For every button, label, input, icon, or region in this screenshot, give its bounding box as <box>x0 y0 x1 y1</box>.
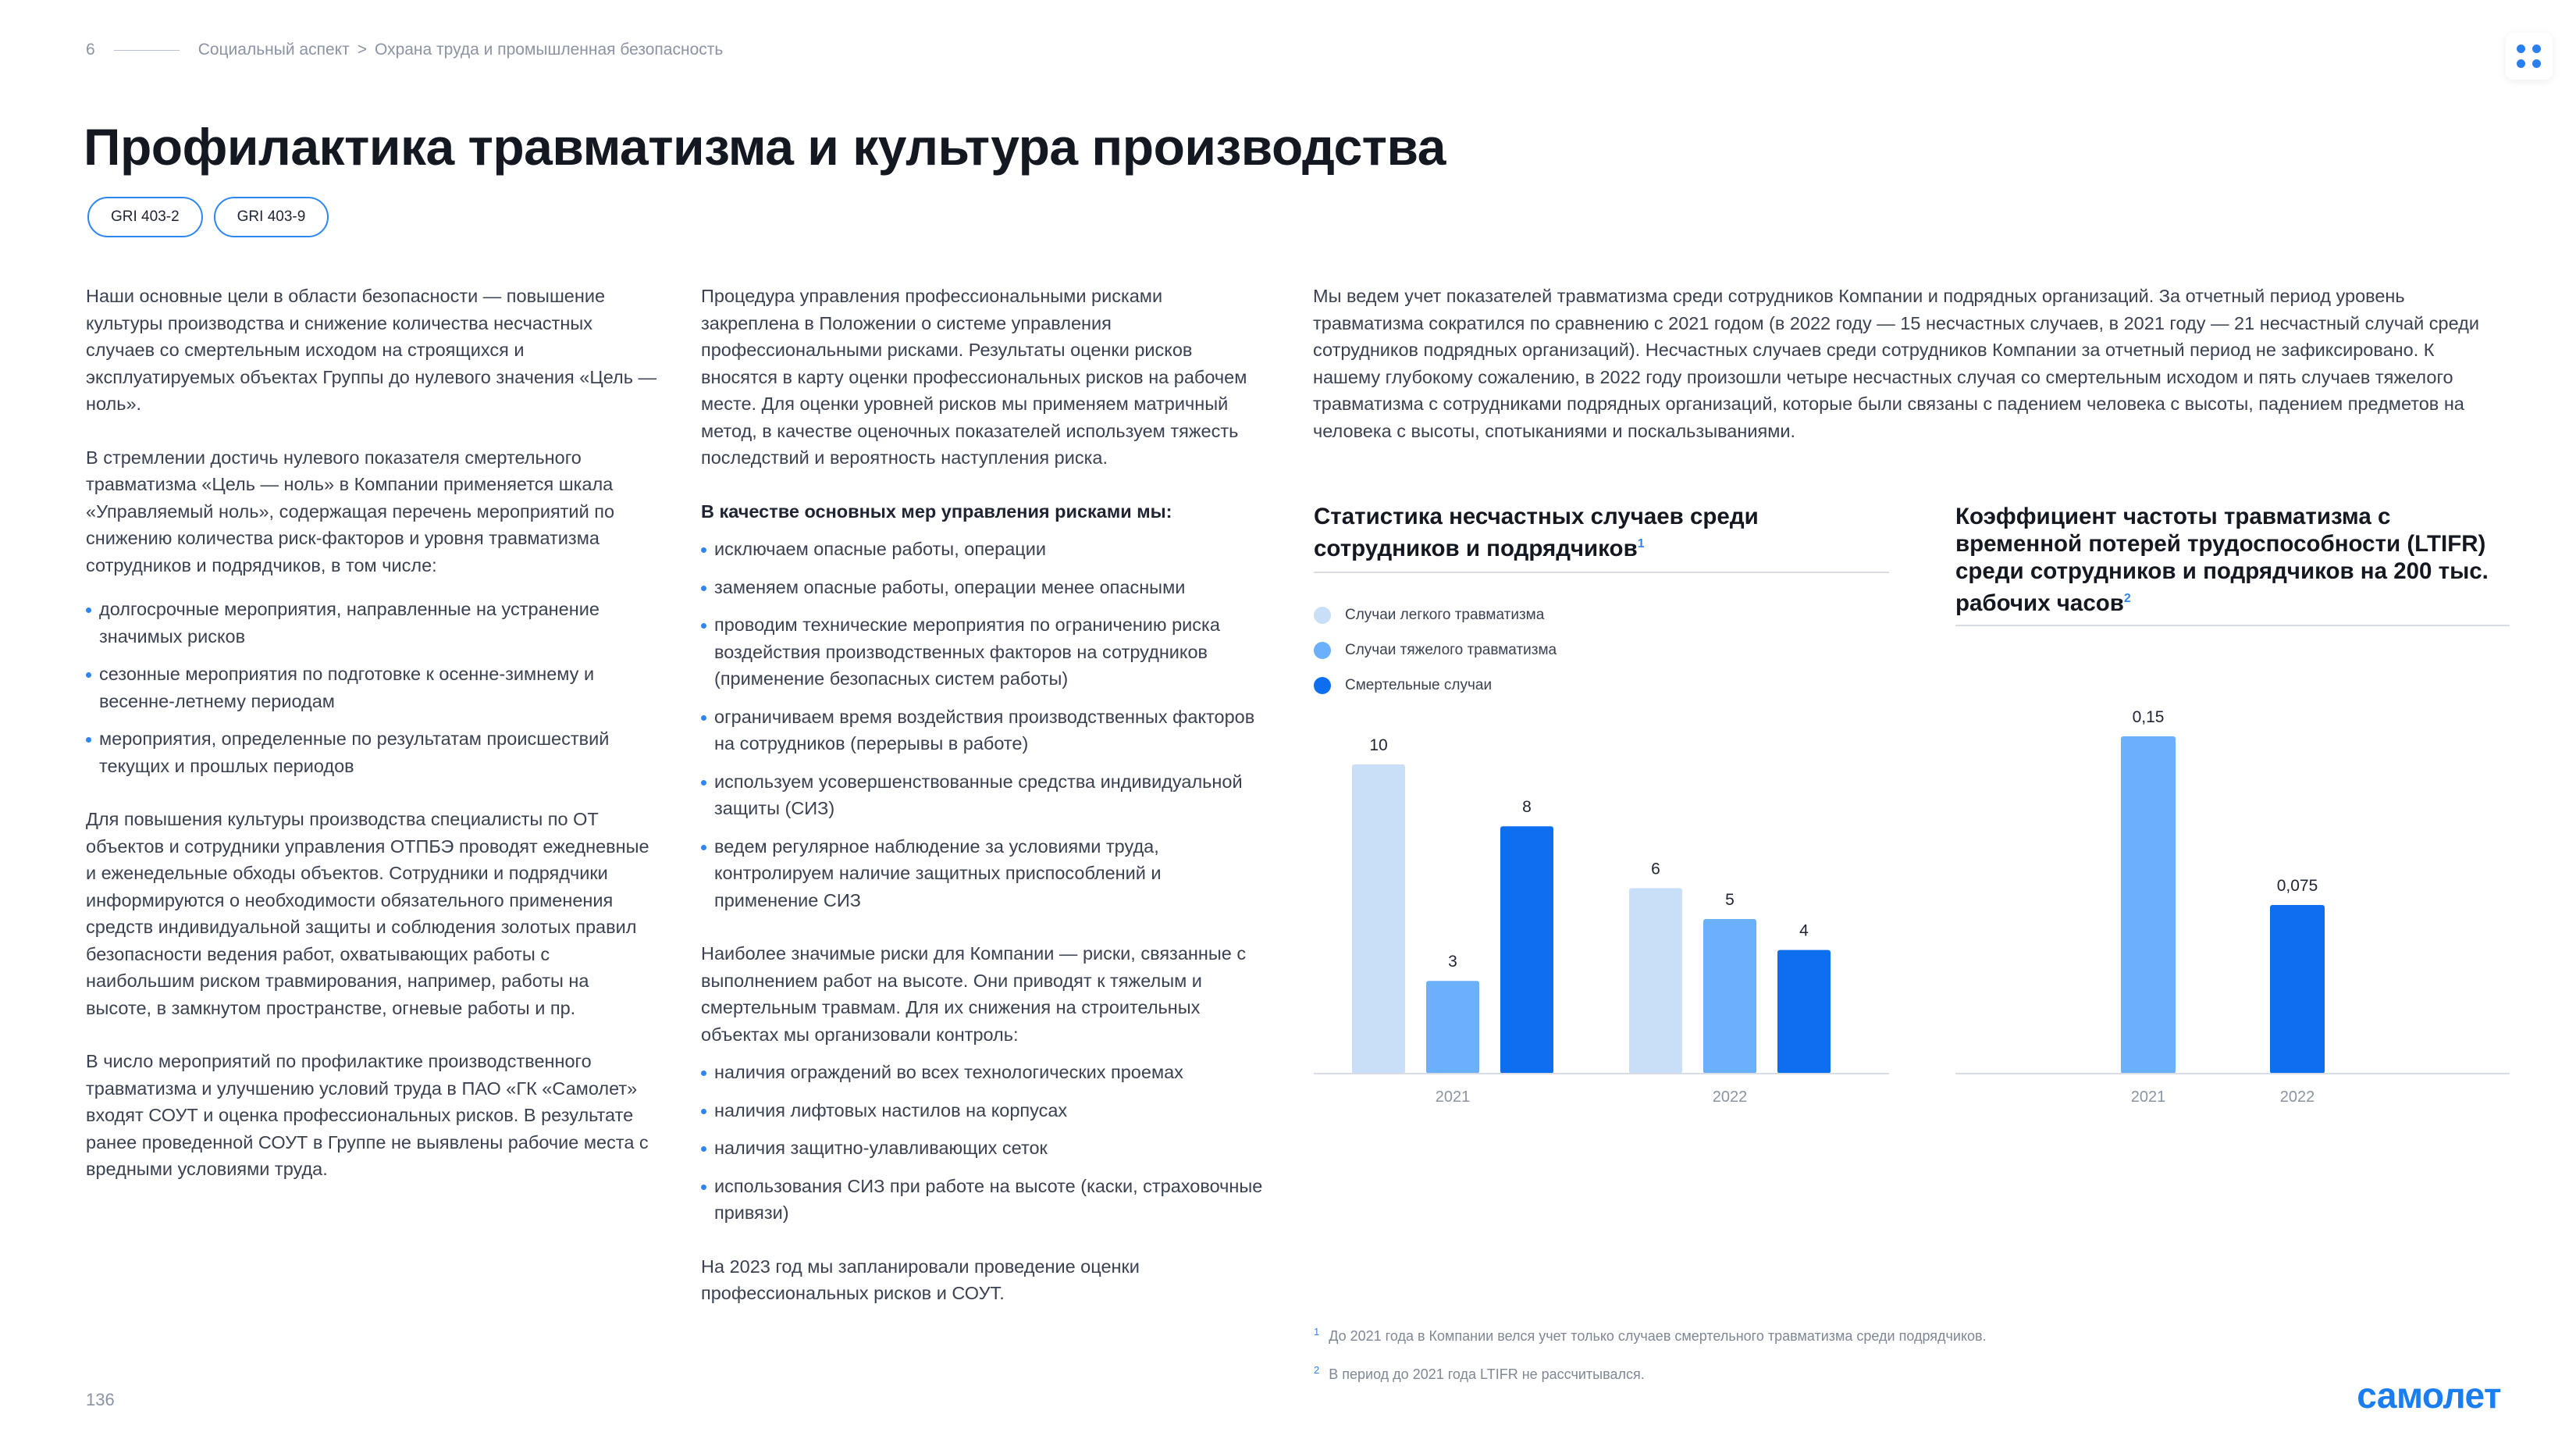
bullet-list <box>86 596 660 779</box>
legend-item <box>1314 597 1557 632</box>
list-item: использования СИЗ при работе на высоте (каски, страховочные привязи) <box>701 1173 1263 1227</box>
page-title: Профилактика травматизма и культура производства <box>84 118 1446 176</box>
paragraph: Наиболее значимые риски для Компании — риски, связанные с выполнением работ на высоте. Они приводят к тяжелым и смертельным травмам. Для их снижения на строительных объектах мы организовали контроль: <box>701 943 1247 1045</box>
data-label: 0,15 <box>2132 708 2165 726</box>
divider-line <box>114 50 180 51</box>
chart-2-title <box>1955 503 2510 617</box>
footnote-mark: 1 <box>1314 1326 1320 1338</box>
samolet-logo[interactable]: самолет <box>2357 1375 2501 1416</box>
chart-1-legend <box>1314 597 1557 703</box>
legend-label: Случаи легкого травматизма <box>1345 606 1545 623</box>
legend-label: Случаи тяжелого травматизма <box>1345 641 1557 658</box>
data-label: 4 <box>1799 921 1809 940</box>
chart-1-divider <box>1314 572 1889 573</box>
bar-2022 <box>2270 905 2325 1074</box>
text-column-3 <box>1313 283 2500 471</box>
breadcrumb-item-2[interactable]: Охрана труда и промышленная безопасность <box>374 41 724 59</box>
legend-swatch <box>1314 607 1331 624</box>
data-label: 3 <box>1448 953 1457 971</box>
footnote-text: В период до 2021 года LTIFR не рассчитывался. <box>1329 1366 1645 1382</box>
data-label: 5 <box>1725 891 1735 909</box>
list-item: заменяем опасные работы, операции менее опасными <box>701 574 1263 601</box>
legend-item <box>1314 668 1557 703</box>
list-item: исключаем опасные работы, операции <box>701 536 1263 563</box>
list-item: используем усовершенствованные средства индивидуальной защиты (СИЗ) <box>701 768 1263 822</box>
bar-2022-1 <box>1629 888 1682 1074</box>
chart-2-title-text: Коэффициент частоты травматизма с временной потерей трудоспособности (LTIFR) среди сотрудников и подрядчиков на 200 тыс. рабочих часов <box>1955 504 2489 616</box>
text-column-2 <box>701 283 1263 1334</box>
dot <box>2517 59 2525 68</box>
x-tick-label: 2021 <box>2130 1088 2166 1106</box>
list-item: сезонные мероприятия по подготовке к осенне-зимнему и весенне-летнему периодам <box>86 661 660 714</box>
footnote-text: До 2021 года в Компании велся учет только случаев смертельного травматизма среди подрядчиков. <box>1329 1328 1987 1344</box>
legend-swatch <box>1314 642 1331 659</box>
footnote-1 <box>1314 1315 1987 1353</box>
accidents-bar-chart <box>1304 718 1897 1124</box>
page-number: 136 <box>86 1390 115 1409</box>
dot <box>2517 45 2525 53</box>
grid-dots-icon[interactable] <box>2506 33 2553 80</box>
footnote-2 <box>1314 1353 1987 1391</box>
data-label: 0,075 <box>2276 877 2318 895</box>
breadcrumb-item-1[interactable]: Социальный аспект <box>197 41 350 59</box>
data-label: 6 <box>1651 860 1660 878</box>
chart-1-title <box>1314 503 1888 562</box>
paragraph: Процедура управления профессиональными рисками закреплена в Положении о системе управления профессиональными рисками. Результаты оценки рисков вносятся в карту оценки профессиональных рисков на рабочем месте. Для оценки уровней рисков мы применяем матричный метод, в качестве оценочных показателей используем тяжесть последствий и вероятность наступления риска. <box>701 286 1247 468</box>
list-item: долгосрочные мероприятия, направленные на устранение значимых рисков <box>86 596 660 650</box>
bullet-list <box>701 536 1263 914</box>
dot <box>2532 59 2541 68</box>
subheading: В качестве основных мер управления рисками мы: <box>701 501 1172 522</box>
footnotes <box>1314 1315 1987 1391</box>
data-label: 8 <box>1522 798 1532 817</box>
list-item: проводим технические мероприятия по ограничению риска воздействия производственных факторов на сотрудников (применение безопасных систем работы) <box>701 611 1263 693</box>
gri-tags <box>87 197 329 237</box>
x-tick-label: 2021 <box>1435 1088 1471 1106</box>
tag-gri-403-9[interactable]: GRI 403-9 <box>214 197 329 237</box>
section-number: 6 <box>86 41 95 59</box>
breadcrumb <box>86 41 723 59</box>
bar-2021-1 <box>1352 764 1405 1074</box>
bar-2021-3 <box>1500 826 1553 1074</box>
list-item: ведем регулярное наблюдение за условиями труда, контролируем наличие защитных приспособлений и применение СИЗ <box>701 833 1263 914</box>
x-tick-label: 2022 <box>2279 1088 2315 1106</box>
bar-2021 <box>2121 736 2176 1074</box>
chart-2-divider <box>1955 625 2510 626</box>
paragraph: В стремлении достичь нулевого показателя смертельного травматизма «Цель — ноль» в Компании применяется шкала «Управляемый ноль», содержащая перечень мероприятий по снижению количества риск-факторов и уровня травматизма сотрудников и подрядчиков, в том числе: <box>86 447 615 575</box>
ltifr-bar-chart <box>1948 687 2517 1124</box>
list-item: наличия ограждений во всех технологических проемах <box>701 1059 1263 1086</box>
paragraph: Мы ведем учет показателей травматизма среди сотрудников Компании и подрядных организаций. За отчетный период уровень травматизма сократился по сравнению с 2021 годом (в 2022 году — 15 несчастных случаев, в 2021 году — 21 несчастный случай среди сотрудников подрядных организаций). Несчастных случаев среди сотрудников Компании за отчетный период не зафиксировано. К нашему глубокому сожалению, в 2022 году произошли четыре несчастных случая со смертельным исходом и пять случаев тяжелого травматизма с сотрудниками подрядных организаций, которые были связаны с падением человека с высоты, падением предметов на человека с высоты, спотыканиями и поскальзываниями. <box>1313 286 2479 441</box>
bar-2021-2 <box>1426 981 1479 1074</box>
chart-1-title-text: Статистика несчастных случаев среди сотрудников и подрядчиков <box>1314 504 1759 561</box>
list-item: ограничиваем время воздействия производственных факторов на сотрудников (перерывы в работе) <box>701 704 1263 757</box>
paragraph: Наши основные цели в области безопасности — повышение культуры производства и снижение количества несчастных случаев со смертельным исходом на строящихся и эксплуатируемых объектах Группы до нулевого значения «Цель — ноль». <box>86 286 657 414</box>
paragraph: Для повышения культуры производства специалисты по ОТ объектов и сотрудники управления ОТПБЭ проводят ежедневные и еженедельные обходы объектов. Сотрудники и подрядчики информируются о необходимости обязательного применения средств индивидуальной защиты и соблюдения золотых правил безопасности ведения работ, охватывающих работы с наибольшим риском травмирования, например, работы на высоте, в замкнутом пространстве, огневые работы и пр. <box>86 809 649 1018</box>
legend-swatch <box>1314 677 1331 694</box>
bullet-list <box>701 1059 1263 1227</box>
text-column-1 <box>86 283 660 1210</box>
footnote-mark: 1 <box>1637 537 1645 550</box>
breadcrumb-separator: > <box>357 41 367 59</box>
legend-item <box>1314 632 1557 668</box>
list-item: мероприятия, определенные по результатам происшествий текущих и прошлых периодов <box>86 725 660 779</box>
legend-label: Смертельные случаи <box>1345 676 1493 693</box>
tag-gri-403-2[interactable]: GRI 403-2 <box>87 197 203 237</box>
dot <box>2532 45 2541 53</box>
bar-2022-3 <box>1777 950 1831 1074</box>
list-item: наличия защитно-улавливающих сеток <box>701 1135 1263 1162</box>
x-tick-label: 2022 <box>1712 1088 1748 1106</box>
data-label: 10 <box>1369 736 1388 754</box>
bar-2022-2 <box>1703 919 1756 1074</box>
paragraph: На 2023 год мы запланировали проведение оценки профессиональных рисков и СОУТ. <box>701 1256 1140 1303</box>
footnote-mark: 2 <box>1314 1364 1320 1376</box>
paragraph: В число мероприятий по профилактике производственного травматизма и улучшению условий труда в ПАО «ГК «Самолет» входят СОУТ и оценка профессиональных рисков. В результате ранее проведенной СОУТ в Группе не выявлены рабочие места с вредными условиями труда. <box>86 1051 649 1179</box>
footnote-mark: 2 <box>2123 592 2131 605</box>
list-item: наличия лифтовых настилов на корпусах <box>701 1097 1263 1124</box>
